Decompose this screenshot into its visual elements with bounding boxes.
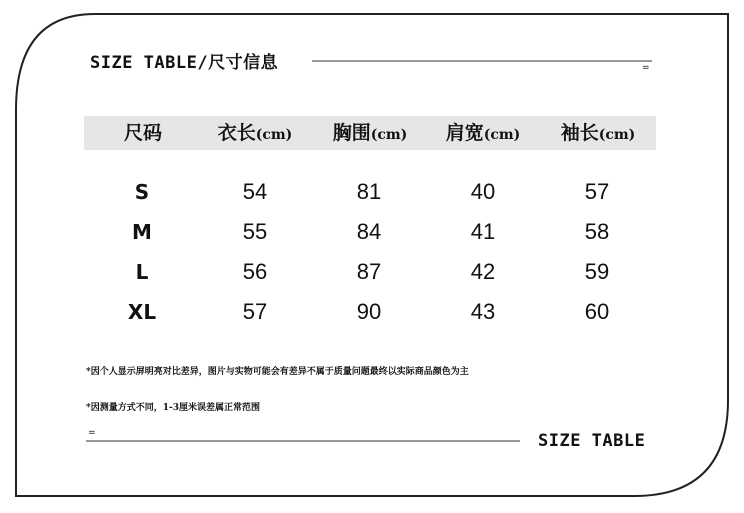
header-chest: [315, 116, 425, 150]
header-size: [98, 116, 188, 150]
table-cell: 42: [470, 259, 496, 284]
page-title: SIZE TABLE/尺寸信息: [90, 53, 279, 73]
table-cell: 81: [356, 179, 382, 204]
header-label: 胸围: [332, 122, 371, 144]
table-cell: 90: [356, 299, 382, 324]
table-cell: 57: [242, 299, 268, 324]
table-cell: 40: [470, 179, 496, 204]
table-cell-size: M: [132, 220, 152, 244]
table-cell: 87: [356, 259, 382, 284]
corner-mark-top: =: [642, 63, 650, 73]
header-label: 衣长: [217, 122, 256, 144]
corner-mark-bottom: =: [88, 428, 96, 438]
table-cell: 56: [242, 259, 268, 284]
table-cell: 41: [470, 219, 496, 244]
header-shoulder: [428, 116, 538, 150]
header-label: 袖长: [560, 122, 599, 144]
note-measurement-disclaimer: *因测量方式不同，1-3厘米误差属正常范围: [86, 403, 260, 413]
header-length: [200, 116, 310, 150]
header-sleeve: [543, 116, 653, 150]
header-label: 尺码: [123, 122, 162, 144]
table-cell: 43: [470, 299, 496, 324]
header-unit: (cm): [598, 127, 636, 143]
note-color-disclaimer: *因个人显示屏明亮对比差异，图片与实物可能会有差异不属于质量问题最终以实际商品颜色为主: [86, 367, 469, 377]
table-cell: 58: [584, 219, 610, 244]
header-unit: (cm): [255, 127, 293, 143]
table-cell: 55: [242, 219, 268, 244]
table-cell-size: S: [134, 180, 150, 204]
header-label: 肩宽: [445, 122, 484, 144]
footer-title: SIZE TABLE: [538, 431, 646, 451]
table-cell: 57: [584, 179, 610, 204]
header-unit: (cm): [483, 127, 521, 143]
table-cell-size: XL: [127, 300, 157, 324]
header-unit: (cm): [370, 127, 408, 143]
table-cell: 84: [356, 219, 382, 244]
table-cell-size: L: [135, 260, 149, 284]
table-cell: 59: [584, 259, 610, 284]
table-cell: 60: [584, 299, 610, 324]
table-cell: 54: [242, 179, 268, 204]
